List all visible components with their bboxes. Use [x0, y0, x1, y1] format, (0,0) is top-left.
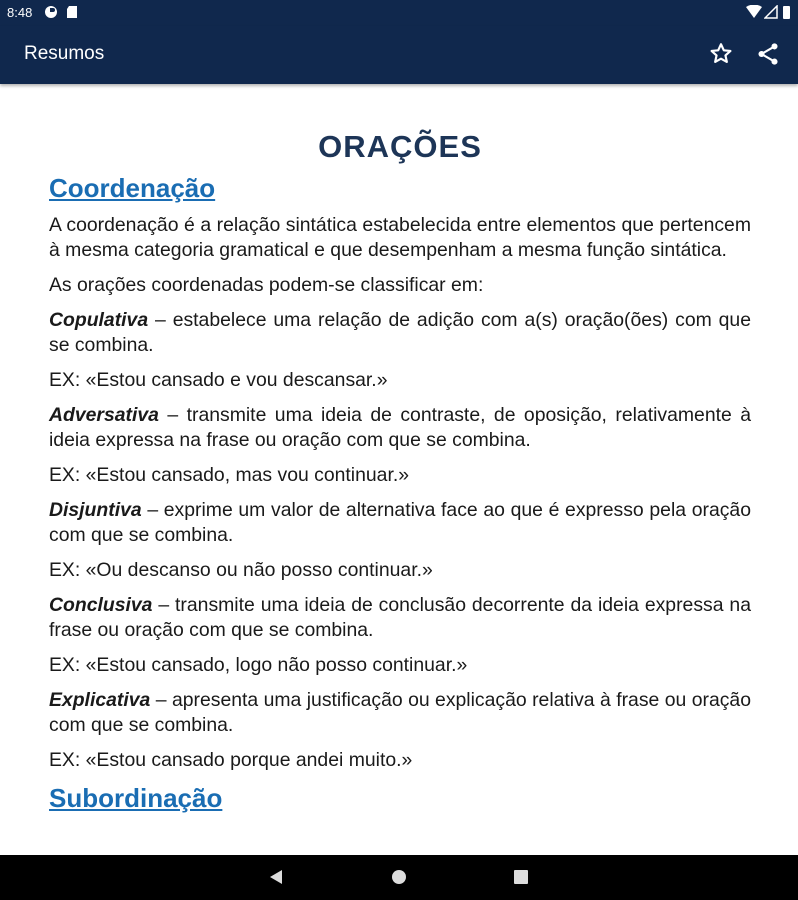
- example-adversativa: EX: «Estou cansado, mas vou continuar.»: [49, 464, 410, 486]
- definition-adversativa: [49, 403, 751, 453]
- article-content: [49, 128, 751, 823]
- section-heading-subordinacao[interactable]: Subordinação: [49, 783, 223, 813]
- intro-paragraph: A coordenação é a relação sintática estabelecida entre elementos que pertencem à mesma categoria gramatical e que desempenham a mesma função sintática.: [49, 214, 751, 261]
- term: Conclusiva: [49, 594, 153, 616]
- sd-card-icon: [66, 5, 78, 19]
- favorite-star-icon[interactable]: [708, 41, 734, 67]
- example-disjuntiva: EX: «Ou descanso ou não posso continuar.»: [49, 559, 433, 581]
- classify-paragraph: As orações coordenadas podem-se classificar em:: [49, 274, 484, 296]
- app-notification-icon: [44, 5, 58, 19]
- status-time: 8:48: [7, 5, 33, 20]
- example-copulativa: EX: «Estou cansado e vou descansar.»: [49, 369, 388, 391]
- app-bar: [0, 26, 798, 84]
- wifi-icon: [746, 5, 762, 19]
- battery-icon: [782, 5, 791, 19]
- description: – transmite uma ideia de conclusão decorrente da ideia expressa na frase ou oração com que se combina.: [49, 594, 751, 641]
- app-title: Resumos: [24, 43, 105, 64]
- term: Disjuntiva: [49, 499, 142, 521]
- back-icon[interactable]: [268, 869, 284, 885]
- definition-explicativa: [49, 688, 751, 738]
- description: – transmite uma ideia de contraste, de oposição, relativamente à ideia expressa na frase ou oração com que se combina.: [49, 404, 751, 451]
- system-nav-bar: [0, 855, 798, 900]
- share-icon[interactable]: [755, 41, 781, 67]
- section-heading-coordenacao[interactable]: Coordenação: [49, 173, 216, 203]
- example-conclusiva: EX: «Estou cansado, logo não posso continuar.»: [49, 654, 468, 676]
- term: Adversativa: [49, 404, 159, 426]
- term: Explicativa: [49, 689, 151, 711]
- recents-icon[interactable]: [513, 869, 529, 885]
- status-bar: [0, 0, 798, 26]
- signal-icon: [764, 5, 778, 19]
- definition-disjuntiva: [49, 498, 751, 548]
- term: Copulativa: [49, 309, 149, 331]
- definition-conclusiva: [49, 593, 751, 643]
- page-title: ORAÇÕES: [318, 129, 482, 164]
- definition-copulativa: [49, 308, 751, 358]
- description: – apresenta uma justificação ou explicação relativa à frase ou oração com que se combina.: [49, 689, 751, 736]
- description: – exprime um valor de alternativa face ao que é expresso pela oração com que se combina.: [49, 499, 751, 546]
- example-explicativa: EX: «Estou cansado porque andei muito.»: [49, 749, 413, 771]
- home-icon[interactable]: [391, 869, 407, 885]
- description: – estabelece uma relação de adição com a(s) oração(ões) com que se combina.: [49, 309, 751, 356]
